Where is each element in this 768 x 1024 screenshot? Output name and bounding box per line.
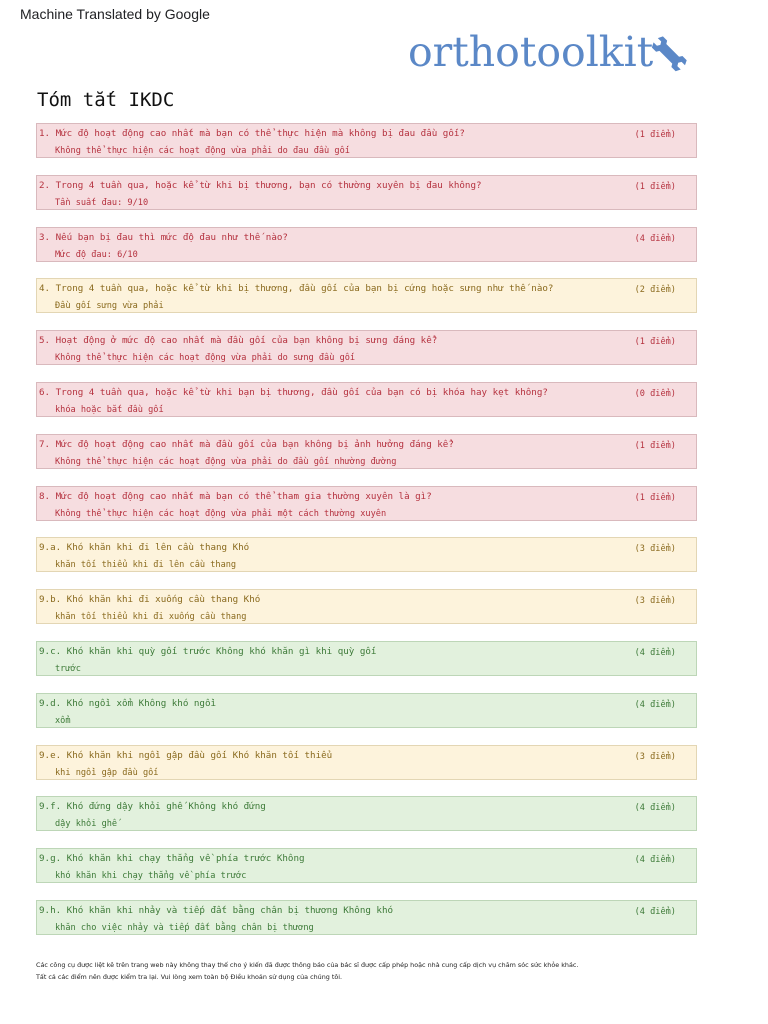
answer-text: khăn cho việc nhảy và tiếp đất bằng chân bị thương [55,923,314,933]
list-item [36,537,697,572]
points-badge: (0 điểm) [634,389,676,399]
answer-text: khăn tối thiểu khi đi xuống cầu thang [55,612,247,623]
question-text: 9.g. Khó khăn khi chạy thẳng về phía trước Không [39,853,305,865]
question-text: 1. Mức độ hoạt động cao nhất mà bạn có thể thực hiện mà không bị đau đầu gối? [39,128,465,139]
question-text: 8. Mức độ hoạt động cao nhất mà bạn có thể tham gia thường xuyên là gì? [39,490,432,502]
question-text: 9.b. Khó khăn khi đi xuống cầu thang Khó [39,594,261,606]
disclaimer [36,959,726,983]
points-badge: (3 điểm) [634,751,676,762]
list-item [36,900,697,935]
list-item [36,278,697,313]
points-badge: (1 điểm) [634,492,676,503]
question-text: 5. Hoạt động ở mức độ cao nhất mà đầu gối của bạn không bị sưng đáng kể? [39,335,438,347]
answer-text: Tần suất đau: 9/10 [55,197,149,208]
question-text: 9.f. Khó đứng dậy khỏi ghế Không khó đứng [39,801,266,813]
answer-text: Không thể thực hiện các hoạt động vừa phải do đau đầu gối [55,146,350,156]
points-badge: (4 điểm) [634,699,676,710]
question-text: 9.h. Khó khăn khi nhảy và tiếp đất bằng chân bị thương Không khó [39,905,394,916]
points-badge: (4 điểm) [634,907,676,917]
question-text: 9.c. Khó khăn khi quỳ gối trước Không khó khăn gì khi quỳ gối [39,646,377,657]
brand-logo[interactable] [408,28,691,76]
list-item [36,175,697,210]
list-item [36,330,697,365]
page-title: Tóm tắt IKDC [37,89,175,111]
question-text: 2. Trong 4 tuần qua, hoặc kể từ khi bị thương, bạn có thường xuyên bị đau không? [39,179,482,191]
points-badge: (2 điểm) [634,285,676,296]
disclaimer-line-1: Các công cụ được liệt kê trên trang web này không thay thế cho ý kiến đã được thông báo của bác sĩ được cấp phép hoặc nhà cung cấp dịch vụ chăm sóc sức khỏe khác. [36,961,579,969]
answer-text: Mức độ đau: 6/10 [55,249,138,260]
question-text: 3. Nếu bạn bị đau thì mức độ đau như thế nào? [39,231,288,243]
list-item [36,486,697,521]
points-badge: (3 điểm) [634,596,676,607]
question-text: 9.d. Khó ngồi xổm Không khó ngồi [39,697,217,709]
wrench-icon [651,33,691,73]
answer-text: trước [55,664,81,674]
list-item [36,848,697,883]
points-badge: (3 điểm) [634,544,676,555]
list-item [36,123,697,158]
answer-text: Đầu gối sưng vừa phải [55,301,164,312]
disclaimer-line-2: Tất cả các điểm nên được kiểm tra lại. Vui lòng xem toàn bộ Điều khoản sử dụng của chúng tôi. [36,973,343,981]
list-item [36,693,697,728]
points-badge: (1 điểm) [634,337,676,348]
list-item [36,382,697,417]
points-badge: (1 điểm) [634,181,676,192]
points-badge: (4 điểm) [634,648,676,658]
list-item [36,641,697,676]
points-badge: (4 điểm) [634,855,676,866]
answer-text: khăn tối thiểu khi đi lên cầu thang [55,560,237,571]
brand-name: orthotoolkit [408,28,654,76]
question-text: 4. Trong 4 tuần qua, hoặc kể từ khi bị thương, đầu gối của bạn bị cứng hoặc sưng như thế nào? [39,283,554,295]
points-badge: (4 điểm) [634,803,676,814]
points-badge: (4 điểm) [634,233,676,244]
question-text: 9.a. Khó khăn khi đi lên cầu thang Khó [39,542,250,554]
answer-text: Không thể thực hiện các hoạt động vừa phải một cách thường xuyên [55,508,387,519]
question-text: 9.e. Khó khăn khi ngồi gập đầu gối Khó khăn tối thiểu [39,749,333,761]
answer-text: khi ngồi gập đầu gối [55,767,159,778]
machine-translated-banner: Machine Translated by Google [20,6,210,22]
list-item [36,745,697,780]
answer-text: dậy khỏi ghế [55,819,118,830]
question-text: 7. Mức độ hoạt động cao nhất mà đầu gối của bạn không bị ảnh hưởng đáng kể? [39,438,454,450]
answer-text: Không thể thực hiện các hoạt động vừa phải do sưng đầu gối [55,353,356,364]
points-badge: (1 điểm) [634,440,676,451]
question-text: 6. Trong 4 tuần qua, hoặc kể từ khi bạn bị thương, đầu gối của bạn có bị khóa hay kẹt không? [39,387,548,398]
answer-text: khóa hoặc bắt đầu gối [55,405,164,415]
list-item [36,434,697,469]
list-item [36,796,697,831]
answer-text: xổm [55,715,71,726]
answer-text: Không thể thực hiện các hoạt động vừa phải do đầu gối nhường đường [55,456,397,467]
list-item [36,227,697,262]
list-item [36,589,697,624]
points-badge: (1 điểm) [634,130,676,140]
answer-text: khó khăn khi chạy thẳng về phía trước [55,871,247,882]
